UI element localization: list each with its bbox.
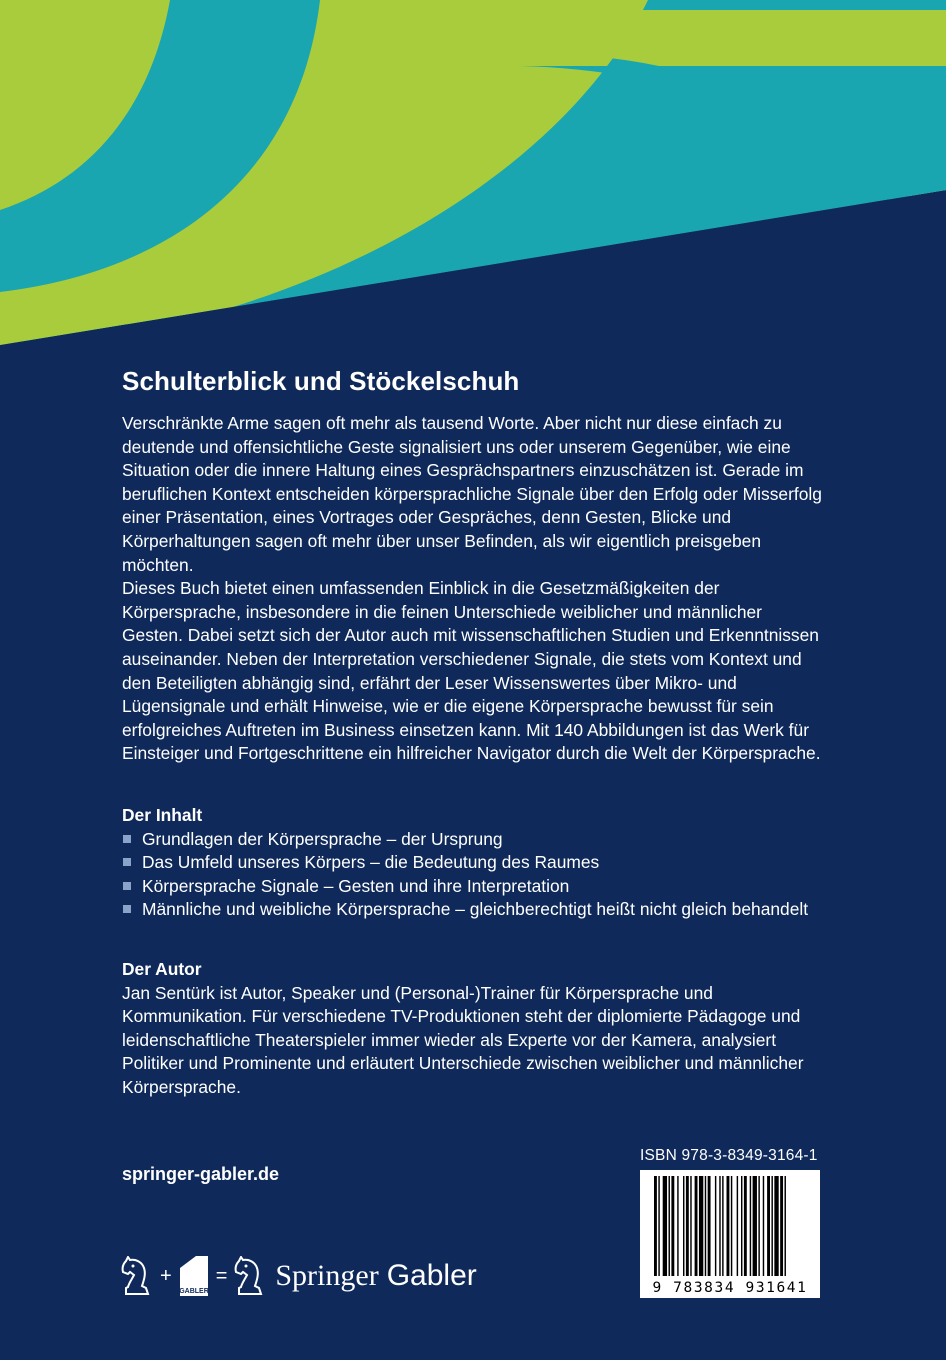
book-title: Schulterblick und Stöckelschuh (122, 366, 520, 396)
gabler-wordmark: Gabler (386, 1259, 477, 1292)
barcode-bar (750, 1176, 751, 1276)
barcode-bar (715, 1176, 716, 1276)
barcode-digits: 9 783834 931641 (652, 1280, 808, 1296)
book-description (122, 412, 822, 766)
gabler-logo-icon (178, 1254, 210, 1298)
isbn-barcode (640, 1170, 820, 1298)
author-heading: Der Autor (122, 959, 202, 979)
square-bullet-icon (123, 858, 131, 866)
barcode-bar (763, 1176, 764, 1276)
barcode-bar (767, 1176, 770, 1276)
barcode-bar (774, 1176, 778, 1276)
barcode-bar (719, 1176, 720, 1276)
barcode-bar (686, 1176, 689, 1276)
isbn-label: ISBN 978-3-8349-3164-1 (640, 1147, 818, 1164)
square-bullet-icon (123, 835, 131, 843)
gabler-logo-text: GABLER (178, 1288, 209, 1295)
barcode-bar (708, 1176, 711, 1276)
barcode-bar (727, 1176, 730, 1276)
barcode-bar (699, 1176, 703, 1276)
square-bullet-icon (123, 882, 131, 890)
barcode-bar (690, 1176, 691, 1276)
barcode-bar (758, 1176, 759, 1276)
barcode-bar (771, 1176, 772, 1276)
description-paragraph-1: Verschränkte Arme sagen oft mehr als tausend Worte. Aber nicht nur diese einfach zu deutende und offensichtliche Geste signalisiert uns oder unserem Gegenüber, wie eine Situation oder die innere Haltung eines Gesprächspartners einzuschätzen ist. Gerade im beruflichen Kontext entscheiden körpersprachliche Signale über den Erfolg oder Misserfolg einer Präsentation, eines Vortrages oder Gespräches, denn Gesten, Blicke und Körperhaltungen sagen oft mehr über unser Befinden, als wir eigentlich preisgeben möchten. (122, 413, 822, 575)
barcode-bar (705, 1176, 706, 1276)
contents-item-text: Körpersprache Signale – Gesten und ihre Interpretation (142, 875, 570, 896)
barcode-bar (731, 1176, 732, 1276)
barcode-bar (683, 1176, 684, 1276)
barcode-bar (663, 1176, 667, 1276)
contents-heading: Der Inhalt (122, 805, 203, 825)
contents-section (122, 804, 822, 922)
barcode-bar (753, 1176, 757, 1276)
equals-sign: = (215, 1264, 228, 1287)
contents-item (122, 898, 822, 922)
springer-wordmark: Springer (275, 1259, 379, 1292)
contents-item-text: Grundlagen der Körpersprache – der Ursprung (142, 828, 503, 849)
barcode-bar (669, 1176, 670, 1276)
plus-sign: + (160, 1264, 172, 1287)
barcode-bar (744, 1176, 747, 1276)
chess-knight-icon (233, 1256, 267, 1296)
contents-item (122, 875, 822, 899)
barcode-bar (677, 1176, 678, 1276)
barcode-bar (785, 1176, 786, 1276)
publisher-logo (120, 1248, 477, 1304)
chess-knight-icon (120, 1256, 154, 1296)
author-section (122, 958, 822, 1100)
publisher-website[interactable]: springer-gabler.de (122, 1164, 280, 1184)
barcode-bar (722, 1176, 723, 1276)
contents-list (122, 828, 822, 922)
barcode-bar (654, 1176, 657, 1276)
contents-item-text: Männliche und weibliche Körpersprache – gleichberechtigt heißt nicht gleich behandelt (142, 899, 809, 920)
barcode-bar (695, 1176, 698, 1276)
contents-item (122, 851, 822, 875)
description-paragraph-2: Dieses Buch bietet einen umfassenden Einblick in die Gesetzmäßigkeiten der Körpersprache, insbesondere in die feinen Unterschiede weiblicher und männlicher Gesten. Dabei setzt sich der Autor auch mit wissenschaftlichen Studien und Erkenntnissen auseinander. Neben der Interpretation verschiedener Signale, die stets vom Kontext und den Beteiligten abhängig sind, erfährt der Leser Wissenswertes über Mikro- und Lügensignale und erhält Hinweise, wie er die eigene Körpersprache bewusst für sein erfolgreiches Auftreten im Business einsetzen kann. Mit 140 Abbildungen ist das Werk für Einsteiger und Fortgeschrittene ein hilfreicher Navigator durch die Welt der Körpersprache. (122, 578, 821, 764)
barcode-bar (780, 1176, 783, 1276)
contents-item (122, 828, 822, 852)
author-bio: Jan Sentürk ist Autor, Speaker und (Personal-)Trainer für Körpersprache und Kommunikation. Für verschiedene TV-Produktionen steht der diplomierte Pädagoge und leidenschaftliche Theaterspieler immer wieder als Experte vor der Kamera, analysiert Politiker und Prominente und erläutert Unterschiede zwischen weiblicher und männlicher Körpersprache. (122, 982, 804, 1097)
barcode-bar (741, 1176, 742, 1276)
barcode-bars (640, 1170, 820, 1298)
barcode-bar (658, 1176, 659, 1276)
square-bullet-icon (123, 905, 131, 913)
barcode-bar (671, 1176, 674, 1276)
contents-item-text: Das Umfeld unseres Körpers – die Bedeutung des Raumes (142, 852, 600, 873)
barcode-bar (737, 1176, 738, 1276)
